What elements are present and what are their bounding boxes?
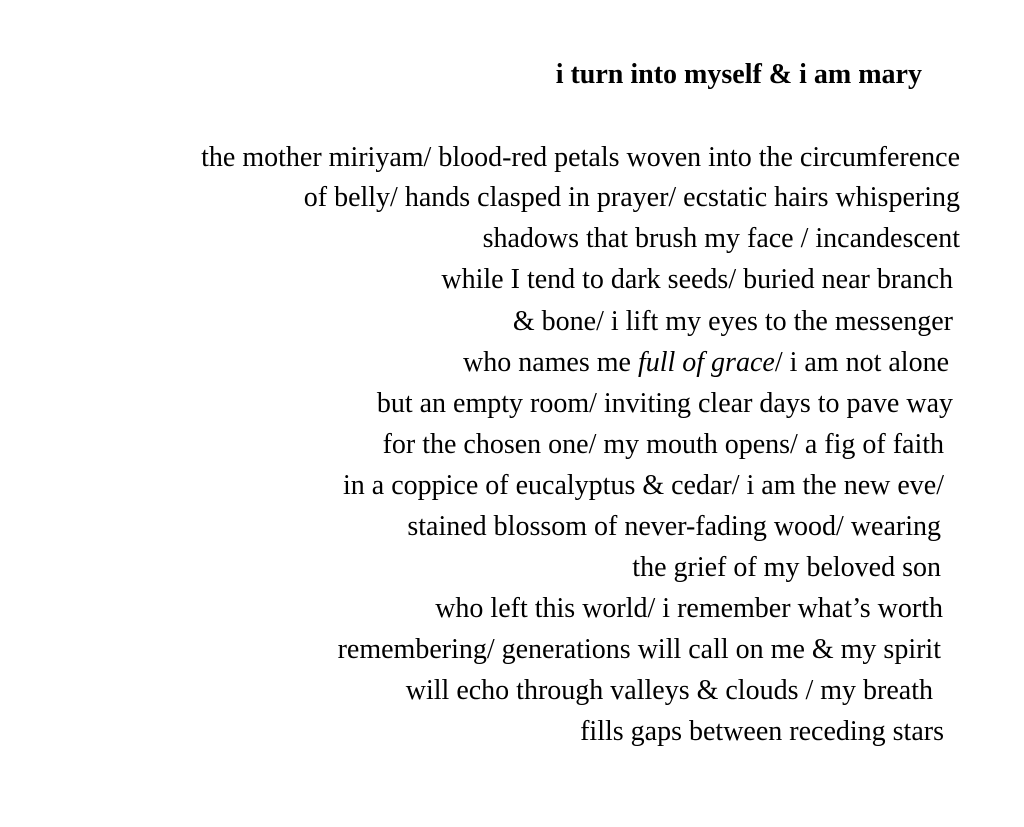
poem-line-11: the grief of my beloved son	[632, 552, 941, 583]
poem-line-3: shadows that brush my face / incandescent	[482, 223, 960, 254]
poem-line-6-text-before: who names me	[462, 347, 638, 378]
poem-line-13: remembering/ generations will call on me & my spirit	[337, 634, 941, 665]
poem-line-4: while I tend to dark seeds/ buried near branch	[441, 264, 953, 295]
poem-line-12: who left this world/ i remember what’s worth	[435, 593, 943, 624]
poem-title: i turn into myself & i am mary	[555, 59, 922, 90]
poem-line-5: & bone/ i lift my eyes to the messenger	[512, 306, 953, 337]
poem-line-10: stained blossom of never-fading wood/ wearing	[407, 511, 941, 542]
poem-line-6-text-after: / i am not alone	[774, 347, 949, 378]
poem-line-7: but an empty room/ inviting clear days to pave way	[376, 388, 953, 419]
poem-line-1: the mother miriyam/ blood-red petals woven into the circumference	[201, 142, 960, 173]
poem-line-15: fills gaps between receding stars	[580, 716, 944, 747]
poem-line-9: in a coppice of eucalyptus & cedar/ i am the new eve/	[343, 470, 944, 501]
poem-line-14: will echo through valleys & clouds / my breath	[405, 675, 933, 706]
full-of-grace-italic-text: full of grace	[637, 347, 775, 378]
poem-line-6	[463, 346, 949, 380]
poem-line-8: for the chosen one/ my mouth opens/ a fig of faith	[382, 429, 944, 460]
poem-line-2: of belly/ hands clasped in prayer/ ecstatic hairs whispering	[303, 182, 960, 213]
